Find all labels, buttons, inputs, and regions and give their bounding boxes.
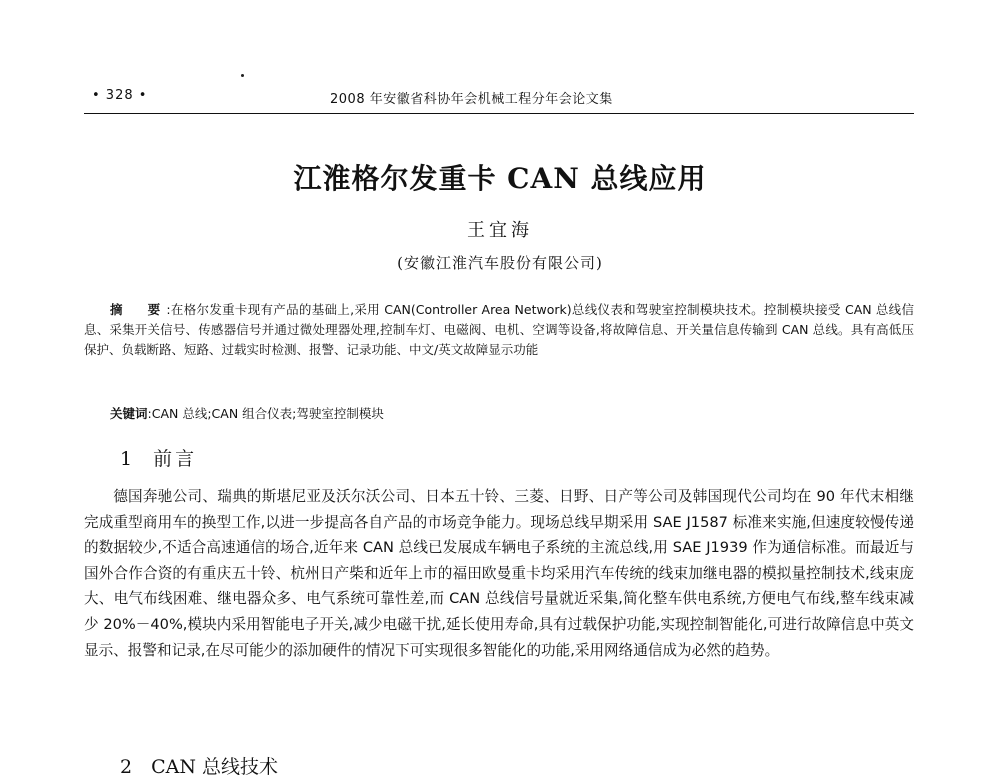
keywords-label: 关键词: [110, 406, 148, 421]
body-paragraph: 德国奔驰公司、瑞典的斯堪尼亚及沃尔沃公司、日本五十铃、三菱、日野、日产等公司及韩国现代公司均在 90 年代末相继完成重型商用车的换型工作,以进一步提高各自产品的市场竞争能力。现场总线早期采用 SAE J1587 标准来实施,但速度较慢传递的数据较少,不适合高速通信的场合,近年来 CAN 总线已发展成车辆电子系统的主流总线,用 SAE J1939 作为通信标准。而最近与国外合作合资的有重庆五十铃、杭州日产柴和近年上市的福田欧曼重卡均采用汽车传统的线束加继电器的模拟量控制技术,线束庞大、电气布线困难、继电器众多、电气系统可靠性差,而 CAN 总线信号量就近采集,简化整车供电系统,方便电气布线,整车线束减少 20%－40%,模块内采用智能电子开关,减少电磁干扰,延长使用寿命,具有过载保护功能,实现控制智能化,可进行故障信息中英文显示、报警和记录,在尽可能少的添加硬件的情况下可实现很多智能化的功能,采用网络通信成为必然的趋势。: [84, 488, 914, 659]
page-number: • 328 •: [92, 88, 148, 103]
section-number: 1: [120, 448, 136, 470]
keywords: [84, 404, 914, 424]
stray-ink-dot: [241, 74, 244, 77]
author-affiliation: (安徽江淮汽车股份有限公司): [397, 254, 603, 272]
journal-name: 2008 年安徽省科协年会机械工程分年会论文集: [330, 92, 613, 107]
section-heading: [120, 444, 197, 471]
abstract: [84, 300, 914, 360]
header-rule: [84, 113, 914, 114]
keywords-text: :CAN 总线;CAN 组合仪表;驾驶室控制模块: [147, 406, 384, 421]
abstract-text: :在格尔发重卡现有产品的基础上,采用 CAN(Controller Area Network)总线仪表和驾驶室控制模块技术。控制模块接受 CAN 总线信息、采集开关信号、传感器信号并通过微处理器处理,控制车灯、电磁阀、电机、空调等设备,将故障信息、开关量信息传输到 CAN 总线。具有高低压保护、负载断路、短路、过载实时检测、报警、记录功能、中文/英文故障显示功能: [84, 302, 914, 357]
paper-title: 江淮格尔发重卡 CAN 总线应用: [293, 162, 707, 195]
author-name: 王宜海: [467, 220, 533, 241]
section-title: 前言: [153, 448, 198, 470]
running-header: [84, 88, 914, 108]
next-section-heading-cutoff: 2 CAN 总线技术: [120, 756, 279, 778]
abstract-label: 摘 要: [110, 302, 167, 317]
